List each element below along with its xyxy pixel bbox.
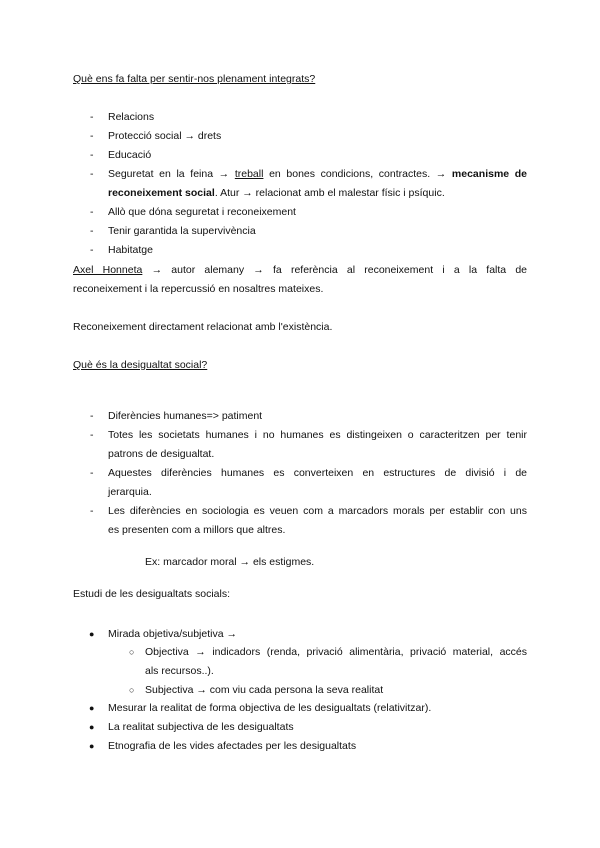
dash-marker: - xyxy=(90,244,94,256)
dash-marker: - xyxy=(90,505,94,517)
list-item-allo: Allò que dóna seguretat i reconeixement xyxy=(108,206,296,218)
reconeixement-paragraph: Reconeixement directament relacionat amb l'existència. xyxy=(73,321,333,333)
example-line: Ex: marcador moral → els estigmes. xyxy=(145,556,315,568)
honneta-paragraph-line2: reconeixement i la repercussió en nosaltres mateixes. xyxy=(73,283,324,295)
circle-bullet-icon: ○ xyxy=(129,685,135,695)
list-item-educacio: Educació xyxy=(108,149,152,161)
honneta-rest: → autor alemany → fa referència al reconeixement i a la falta de xyxy=(151,264,528,276)
honneta-name: Axel Honneta xyxy=(73,264,143,276)
list-item-societats-line2: patrons de desigualtat. xyxy=(108,448,215,460)
list-item-habitatge: Habitatge xyxy=(108,244,153,256)
list-item-mirada: Mirada objetiva/subjetiva → xyxy=(108,628,237,640)
heading-integration: Què ens fa falta per sentir-nos plenament integrats? xyxy=(73,73,316,85)
seguretat-pre: Seguretat en la feina → xyxy=(108,168,230,180)
circle-bullet-icon: ○ xyxy=(129,647,135,657)
list-item-seguretat-line2 xyxy=(108,186,445,200)
list-item-diferencies: Diferències humanes=> patiment xyxy=(108,410,263,422)
seguretat-bold2: reconeixement social xyxy=(108,187,215,199)
heading-desigualtat: Què és la desigualtat social? xyxy=(73,359,208,371)
list-item-etnografia: Etnografia de les vides afectades per les desigualtats xyxy=(108,740,357,752)
seguretat-bold1: mecanisme de xyxy=(451,168,528,180)
list-item-relacions: Relacions xyxy=(108,111,155,123)
dash-marker: - xyxy=(90,410,94,422)
list-item-seguretat-line1 xyxy=(108,167,527,181)
list-item-sociologia-line1: Les diferències en sociologia es veuen com a marcadors morals per establir con uns xyxy=(108,505,527,517)
estudi-heading: Estudi de les desigualtats socials: xyxy=(73,588,231,600)
dash-marker: - xyxy=(90,467,94,479)
dash-marker: - xyxy=(90,429,94,441)
bullet-icon: ● xyxy=(89,741,95,751)
seguretat-post: . Atur → relacionat amb el malestar físic i psíquic. xyxy=(214,187,445,199)
dash-marker: - xyxy=(90,149,94,161)
dash-marker: - xyxy=(90,206,94,218)
bullet-icon: ● xyxy=(89,703,95,713)
list-item-subjectiva: Subjectiva → com viu cada persona la seva realitat xyxy=(145,684,384,696)
treball-link: treball xyxy=(234,168,264,180)
list-item-mesurar: Mesurar la realitat de forma objectiva de les desigualtats (relativitzar). xyxy=(108,702,432,714)
dash-marker: - xyxy=(90,168,94,180)
list-item-proteccio: Protecció social → drets xyxy=(108,130,222,142)
honneta-paragraph-line1 xyxy=(73,263,527,277)
seguretat-mid: en bones condicions, contractes. → xyxy=(269,168,447,180)
list-item-sociologia-line2: es presenten com a millors que altres. xyxy=(108,524,286,536)
list-item-supervivencia: Tenir garantida la supervivència xyxy=(108,225,256,237)
list-item-objectiva-line1: Objectiva → indicadors (renda, privació alimentària, privació material, accés xyxy=(145,646,527,658)
dash-marker: - xyxy=(90,130,94,142)
list-item-estructures-line2: jerarquia. xyxy=(108,486,152,498)
bullet-icon: ● xyxy=(89,722,95,732)
list-item-objectiva-line2: als recursos..). xyxy=(145,665,214,677)
list-item-estructures-line1: Aquestes diferències humanes es converteixen en estructures de divisió i de xyxy=(108,467,527,479)
list-item-societats-line1: Totes les societats humanes i no humanes es distingeixen o caracteritzen per tenir xyxy=(108,429,527,441)
list-item-realitat-subjectiva: La realitat subjectiva de les desigualtats xyxy=(108,721,294,733)
dash-marker: - xyxy=(90,111,94,123)
bullet-icon: ● xyxy=(89,629,95,639)
dash-marker: - xyxy=(90,225,94,237)
